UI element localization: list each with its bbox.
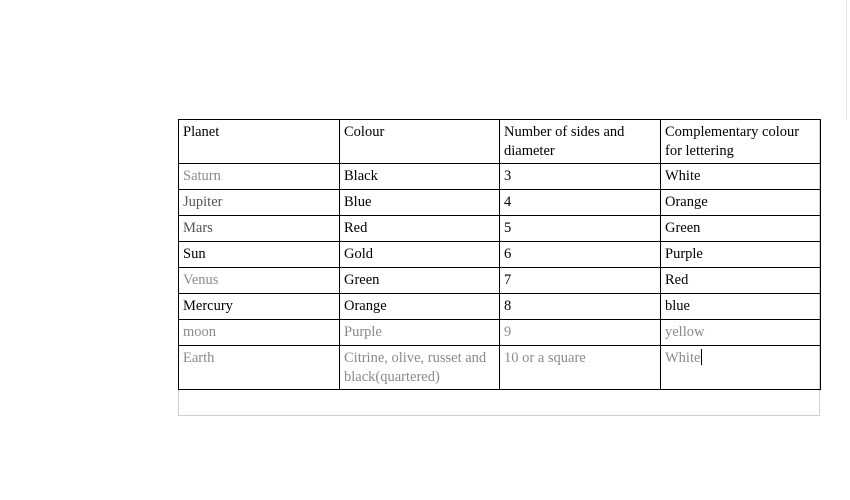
cell-planet[interactable]: Mercury [179, 294, 340, 320]
cell-sides[interactable]: 8 [500, 294, 661, 320]
cell-planet[interactable]: Saturn [179, 164, 340, 190]
cell-complementary-text: White [665, 350, 701, 366]
cell-colour[interactable]: Orange [340, 294, 500, 320]
table-header-row [179, 120, 821, 164]
cell-colour[interactable]: Green [340, 268, 500, 294]
cell-sides[interactable]: 6 [500, 242, 661, 268]
header-cell-planet[interactable]: Planet [179, 120, 340, 164]
cell-complementary[interactable]: Orange [661, 190, 821, 216]
cell-sides[interactable]: 7 [500, 268, 661, 294]
cell-complementary[interactable]: White [661, 164, 821, 190]
cell-colour[interactable]: Red [340, 216, 500, 242]
text-cursor [701, 349, 702, 365]
cell-complementary[interactable]: Purple [661, 242, 821, 268]
table-row [179, 190, 821, 216]
cell-planet[interactable]: Jupiter [179, 190, 340, 216]
table-row [179, 268, 821, 294]
cell-colour[interactable]: Blue [340, 190, 500, 216]
cell-sides[interactable]: 9 [500, 320, 661, 346]
cell-colour[interactable]: Purple [340, 320, 500, 346]
cell-planet[interactable]: Sun [179, 242, 340, 268]
table-row [179, 320, 821, 346]
cell-planet[interactable]: Venus [179, 268, 340, 294]
cell-complementary[interactable]: blue [661, 294, 821, 320]
cell-sides[interactable]: 3 [500, 164, 661, 190]
planet-colour-table [178, 119, 821, 390]
cell-sides[interactable]: 10 or a square [500, 346, 661, 390]
header-cell-complementary[interactable]: Complementary colour for lettering [661, 120, 821, 164]
cell-planet[interactable]: Mars [179, 216, 340, 242]
cell-colour[interactable]: Citrine, olive, russet and black(quartered) [340, 346, 500, 390]
window-edge-line [846, 0, 847, 120]
header-cell-sides[interactable]: Number of sides and diameter [500, 120, 661, 164]
table-row [179, 294, 821, 320]
cell-complementary[interactable]: yellow [661, 320, 821, 346]
cell-planet[interactable]: Earth [179, 346, 340, 390]
table-row [179, 216, 821, 242]
table-row [179, 346, 821, 390]
cell-complementary-editing[interactable] [661, 346, 821, 390]
cell-complementary[interactable]: Green [661, 216, 821, 242]
cell-complementary[interactable]: Red [661, 268, 821, 294]
cell-colour[interactable]: Gold [340, 242, 500, 268]
cell-colour[interactable]: Black [340, 164, 500, 190]
cell-planet[interactable]: moon [179, 320, 340, 346]
document-page-top [178, 109, 820, 119]
cell-sides[interactable]: 4 [500, 190, 661, 216]
table-row [179, 242, 821, 268]
cell-sides[interactable]: 5 [500, 216, 661, 242]
table-row [179, 164, 821, 190]
header-cell-colour[interactable]: Colour [340, 120, 500, 164]
